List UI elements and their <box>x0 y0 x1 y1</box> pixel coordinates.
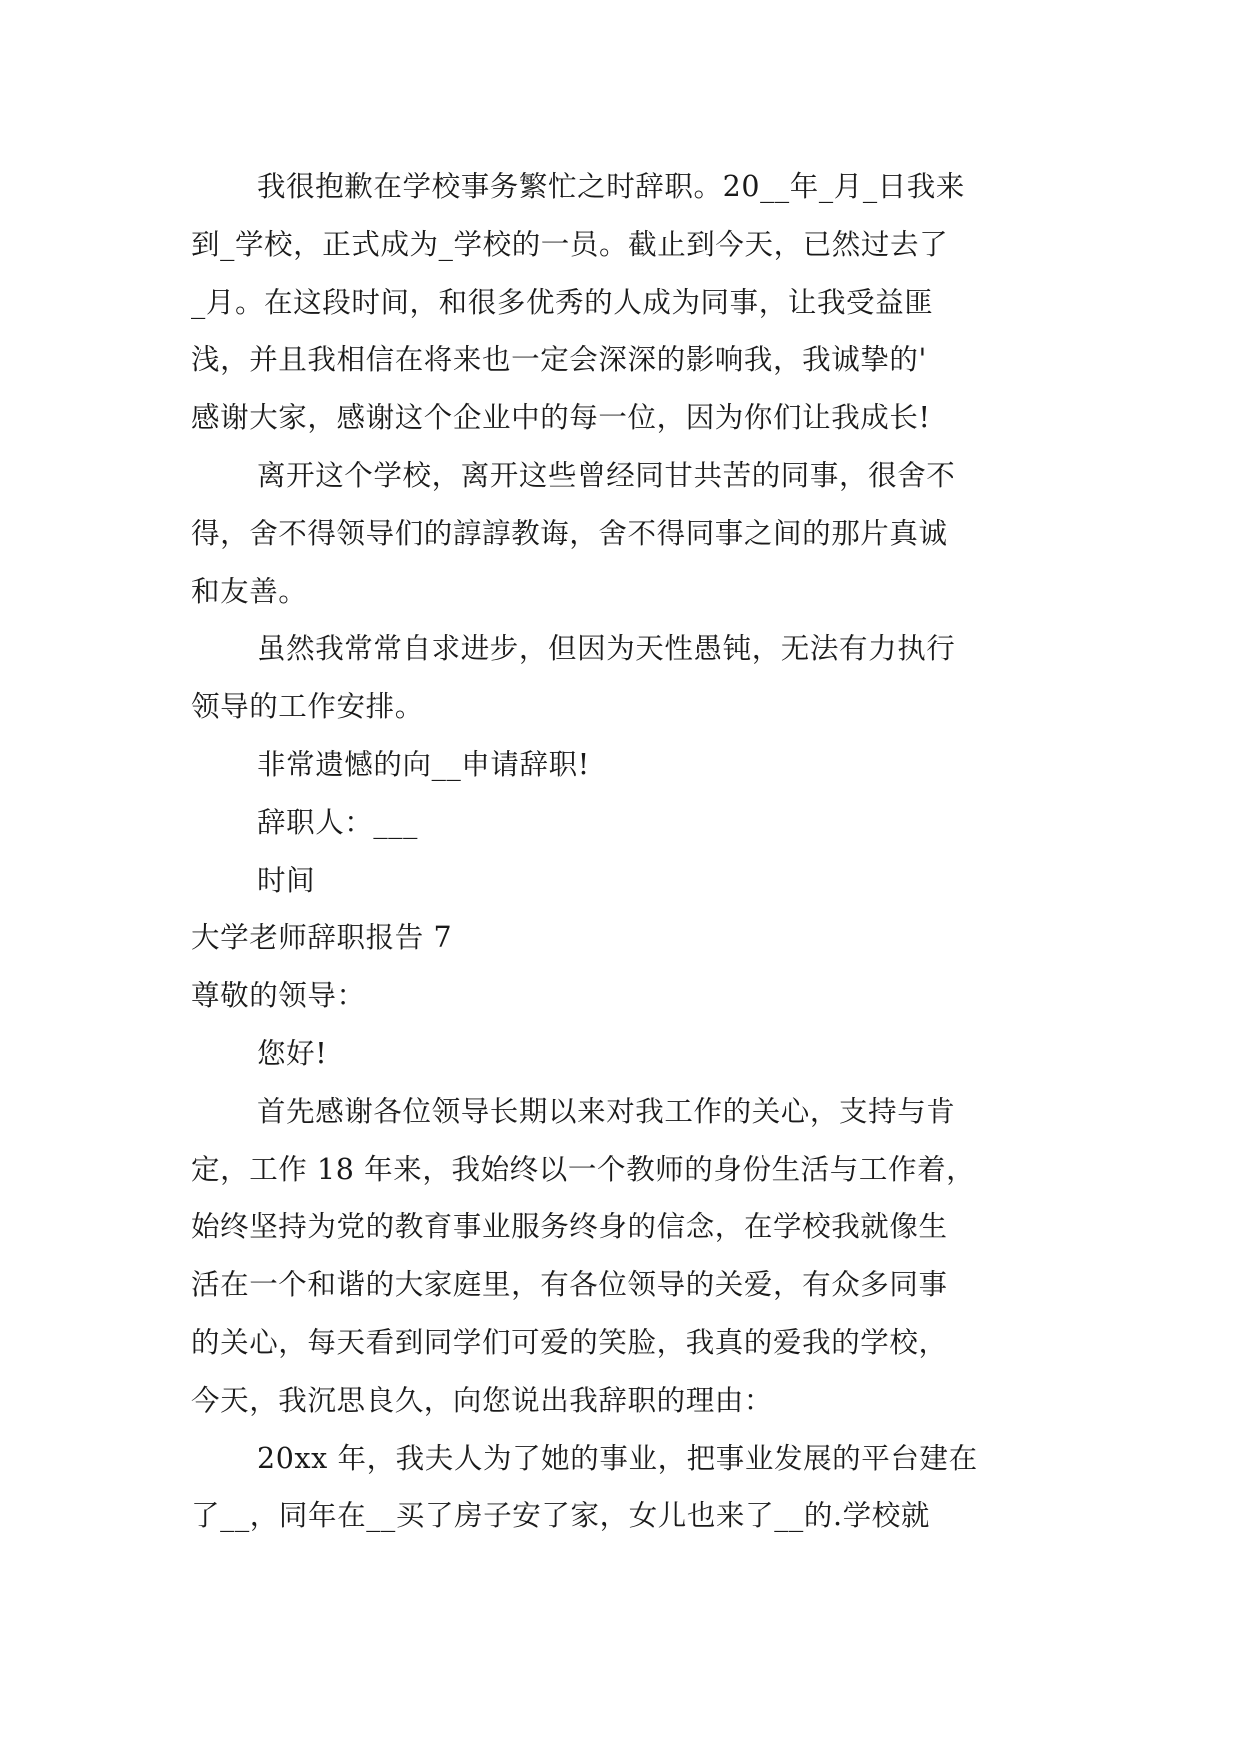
text-line: 到_学校，正式成为_学校的一员。截止到今天，已然过去了 <box>191 227 949 261</box>
text-line: 我很抱歉在学校事务繁忙之时辞职。20__年_月_日我来 <box>257 170 965 203</box>
text-line: 了__，同年在__买了房子安了家，女儿也来了__的.学校就 <box>191 1499 930 1533</box>
greeting: 您好! <box>257 1036 328 1070</box>
text-line: 活在一个和谐的大家庭里，有各位领导的关爱，有众多同事 <box>191 1268 948 1302</box>
text-line: 得，舍不得领导们的諄諄教诲，舍不得同事之间的那片真诚 <box>191 516 948 550</box>
signature-line: 辞职人：___ <box>257 805 418 839</box>
salutation: 尊敬的领导： <box>191 979 366 1013</box>
text-line: 的关心，每天看到同学们可爱的笑脸，我真的爱我的学校， <box>191 1325 948 1359</box>
section-title: 大学老师辞职报告 7 <box>191 921 453 955</box>
text-line: 始终坚持为党的教育事业服务终身的信念，在学校我就像生 <box>191 1210 948 1244</box>
text-line: 虽然我常常自求进步，但因为天性愚钝，无法有力执行 <box>257 632 956 666</box>
text-line: 和友善。 <box>191 574 308 608</box>
text-line: 非常遗憾的向__申请辞职! <box>257 747 590 781</box>
text-line: 定，工作 18 年来，我始终以一个教师的身份生活与工作着， <box>191 1152 976 1186</box>
date-line: 时间 <box>257 863 316 897</box>
text-line: 感谢大家，感谢这个企业中的每一位，因为你们让我成长! <box>191 401 931 435</box>
text-line: 今天，我沉思良久，向您说出我辞职的理由： <box>191 1383 774 1417</box>
document-page <box>191 158 1055 1545</box>
text-line: 浅，并且我相信在将来也一定会深深的影响我，我诚挚的' <box>191 343 927 377</box>
text-line: _月。在这段时间，和很多优秀的人成为同事，让我受益匪 <box>191 285 934 319</box>
text-line: 20xx 年，我夫人为了她的事业，把事业发展的平台建在 <box>257 1441 978 1475</box>
text-line: 首先感谢各位领导长期以来对我工作的关心，支持与肯 <box>257 1094 956 1128</box>
text-line: 离开这个学校，离开这些曾经同甘共苦的同事，很舍不 <box>257 458 956 492</box>
text-line: 领导的工作安排。 <box>191 690 424 724</box>
